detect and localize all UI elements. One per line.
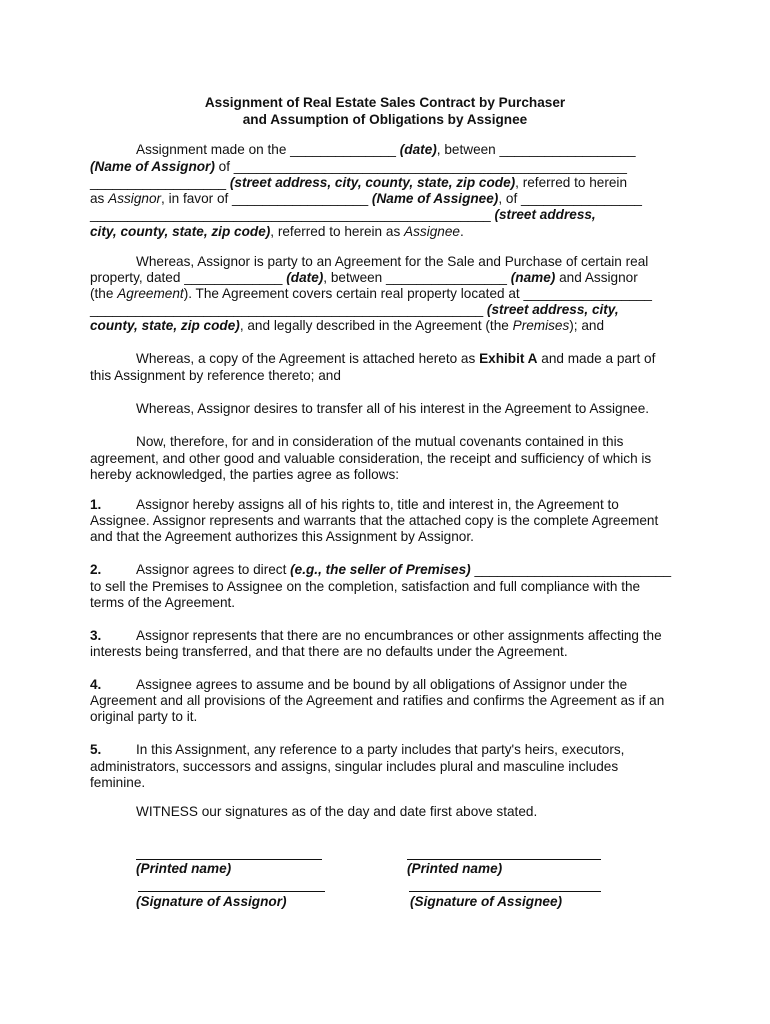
clause-2-number: 2. bbox=[90, 562, 102, 577]
intro-line-3: __________________ (street address, city, county, state, zip code), referred to herein bbox=[90, 175, 628, 190]
whereas3-line-1: Whereas, Assignor desires to transfer all of his interest in the Agreement to Assignee. bbox=[136, 401, 650, 416]
intro-line-6: city, county, state, zip code), referred to herein as Assignee. bbox=[90, 224, 464, 239]
whereas1-line-5: county, state, zip code), and legally described in the Agreement (the Premises); and bbox=[90, 318, 605, 333]
clause-3-number: 3. bbox=[90, 628, 102, 643]
printed-name-line-assignor bbox=[136, 859, 322, 860]
whereas1-line-4: ____________________________________________________ (street address, city, bbox=[90, 302, 619, 317]
signature-label-assignor: (Signature of Assignor) bbox=[136, 894, 287, 909]
clause-2-line-3: terms of the Agreement. bbox=[90, 595, 236, 610]
clause-1-line-1: Assignor hereby assigns all of his rights to, title and interest in, the Agreement to bbox=[136, 497, 619, 512]
clause-5-line-1: In this Assignment, any reference to a party includes that party's heirs, executors, bbox=[136, 742, 625, 757]
whereas1-line-2: property, dated _____________ (date), between ________________ (name) and Assignor bbox=[90, 270, 638, 285]
clause-1-line-3: and that the Agreement authorizes this Assignment by Assignor. bbox=[90, 529, 474, 544]
clause-4-line-1: Assignee agrees to assume and be bound by all obligations of Assignor under the bbox=[136, 677, 628, 692]
clause-1-number: 1. bbox=[90, 497, 102, 512]
whereas1-line-1: Whereas, Assignor is party to an Agreement for the Sale and Purchase of certain real bbox=[136, 254, 649, 269]
clause-3-line-1: Assignor represents that there are no encumbrances or other assignments affecting the bbox=[136, 628, 662, 643]
printed-name-label-assignor: (Printed name) bbox=[136, 861, 232, 876]
signature-label-assignee: (Signature of Assignee) bbox=[410, 894, 563, 909]
now-line-3: hereby acknowledged, the parties agree as follows: bbox=[90, 467, 400, 482]
document-title-line-1: Assignment of Real Estate Sales Contract by Purchaser bbox=[204, 95, 566, 110]
whereas1-line-3: (the Agreement). The Agreement covers certain real property located at _________________ bbox=[90, 286, 652, 301]
intro-line-1: Assignment made on the ______________ (date), between __________________ bbox=[136, 142, 636, 157]
whereas2-line-1: Whereas, a copy of the Agreement is attached hereto as Exhibit A and made a part of bbox=[136, 351, 656, 366]
clause-2-line-1: Assignor agrees to direct (e.g., the seller of Premises) __________________________ bbox=[136, 562, 672, 577]
clause-3-line-2: interests being transferred, and that there are no defaults under the Agreement. bbox=[90, 644, 568, 659]
whereas2-line-2: this Assignment by reference thereto; and bbox=[90, 368, 341, 383]
printed-name-label-assignee: (Printed name) bbox=[407, 861, 503, 876]
clause-4-line-2: Agreement and all provisions of the Agreement and ratifies and confirms the Agreement as if an bbox=[90, 693, 665, 708]
signature-line-assignor bbox=[138, 891, 325, 892]
clause-5-number: 5. bbox=[90, 742, 102, 757]
clause-5-line-3: feminine. bbox=[90, 775, 146, 790]
signature-line-assignee bbox=[409, 891, 601, 892]
now-line-2: agreement, and other good and valuable consideration, the receipt and sufficiency of which is bbox=[90, 451, 652, 466]
witness-statement: WITNESS our signatures as of the day and date first above stated. bbox=[136, 804, 538, 819]
clause-5-line-2: administrators, successors and assigns, singular includes plural and masculine includes bbox=[90, 759, 619, 774]
printed-name-line-assignee bbox=[407, 859, 601, 860]
clause-2-line-2: to sell the Premises to Assignee on the completion, satisfaction and full compliance with the bbox=[90, 579, 641, 594]
now-line-1: Now, therefore, for and in consideration of the mutual covenants contained in this bbox=[136, 434, 624, 449]
intro-line-5: _____________________________________________________ (street address, bbox=[90, 207, 596, 222]
clause-4-line-3: original party to it. bbox=[90, 709, 198, 724]
intro-line-4: as Assignor, in favor of __________________ (Name of Assignee), of ________________ bbox=[90, 191, 642, 206]
intro-line-2: (Name of Assignor) of ____________________________________________________ bbox=[90, 159, 627, 174]
clause-1-line-2: Assignee. Assignor represents and warrants that the attached copy is the complete Agreement bbox=[90, 513, 659, 528]
document-title-line-2: and Assumption of Obligations by Assignee bbox=[242, 112, 528, 127]
clause-4-number: 4. bbox=[90, 677, 102, 692]
